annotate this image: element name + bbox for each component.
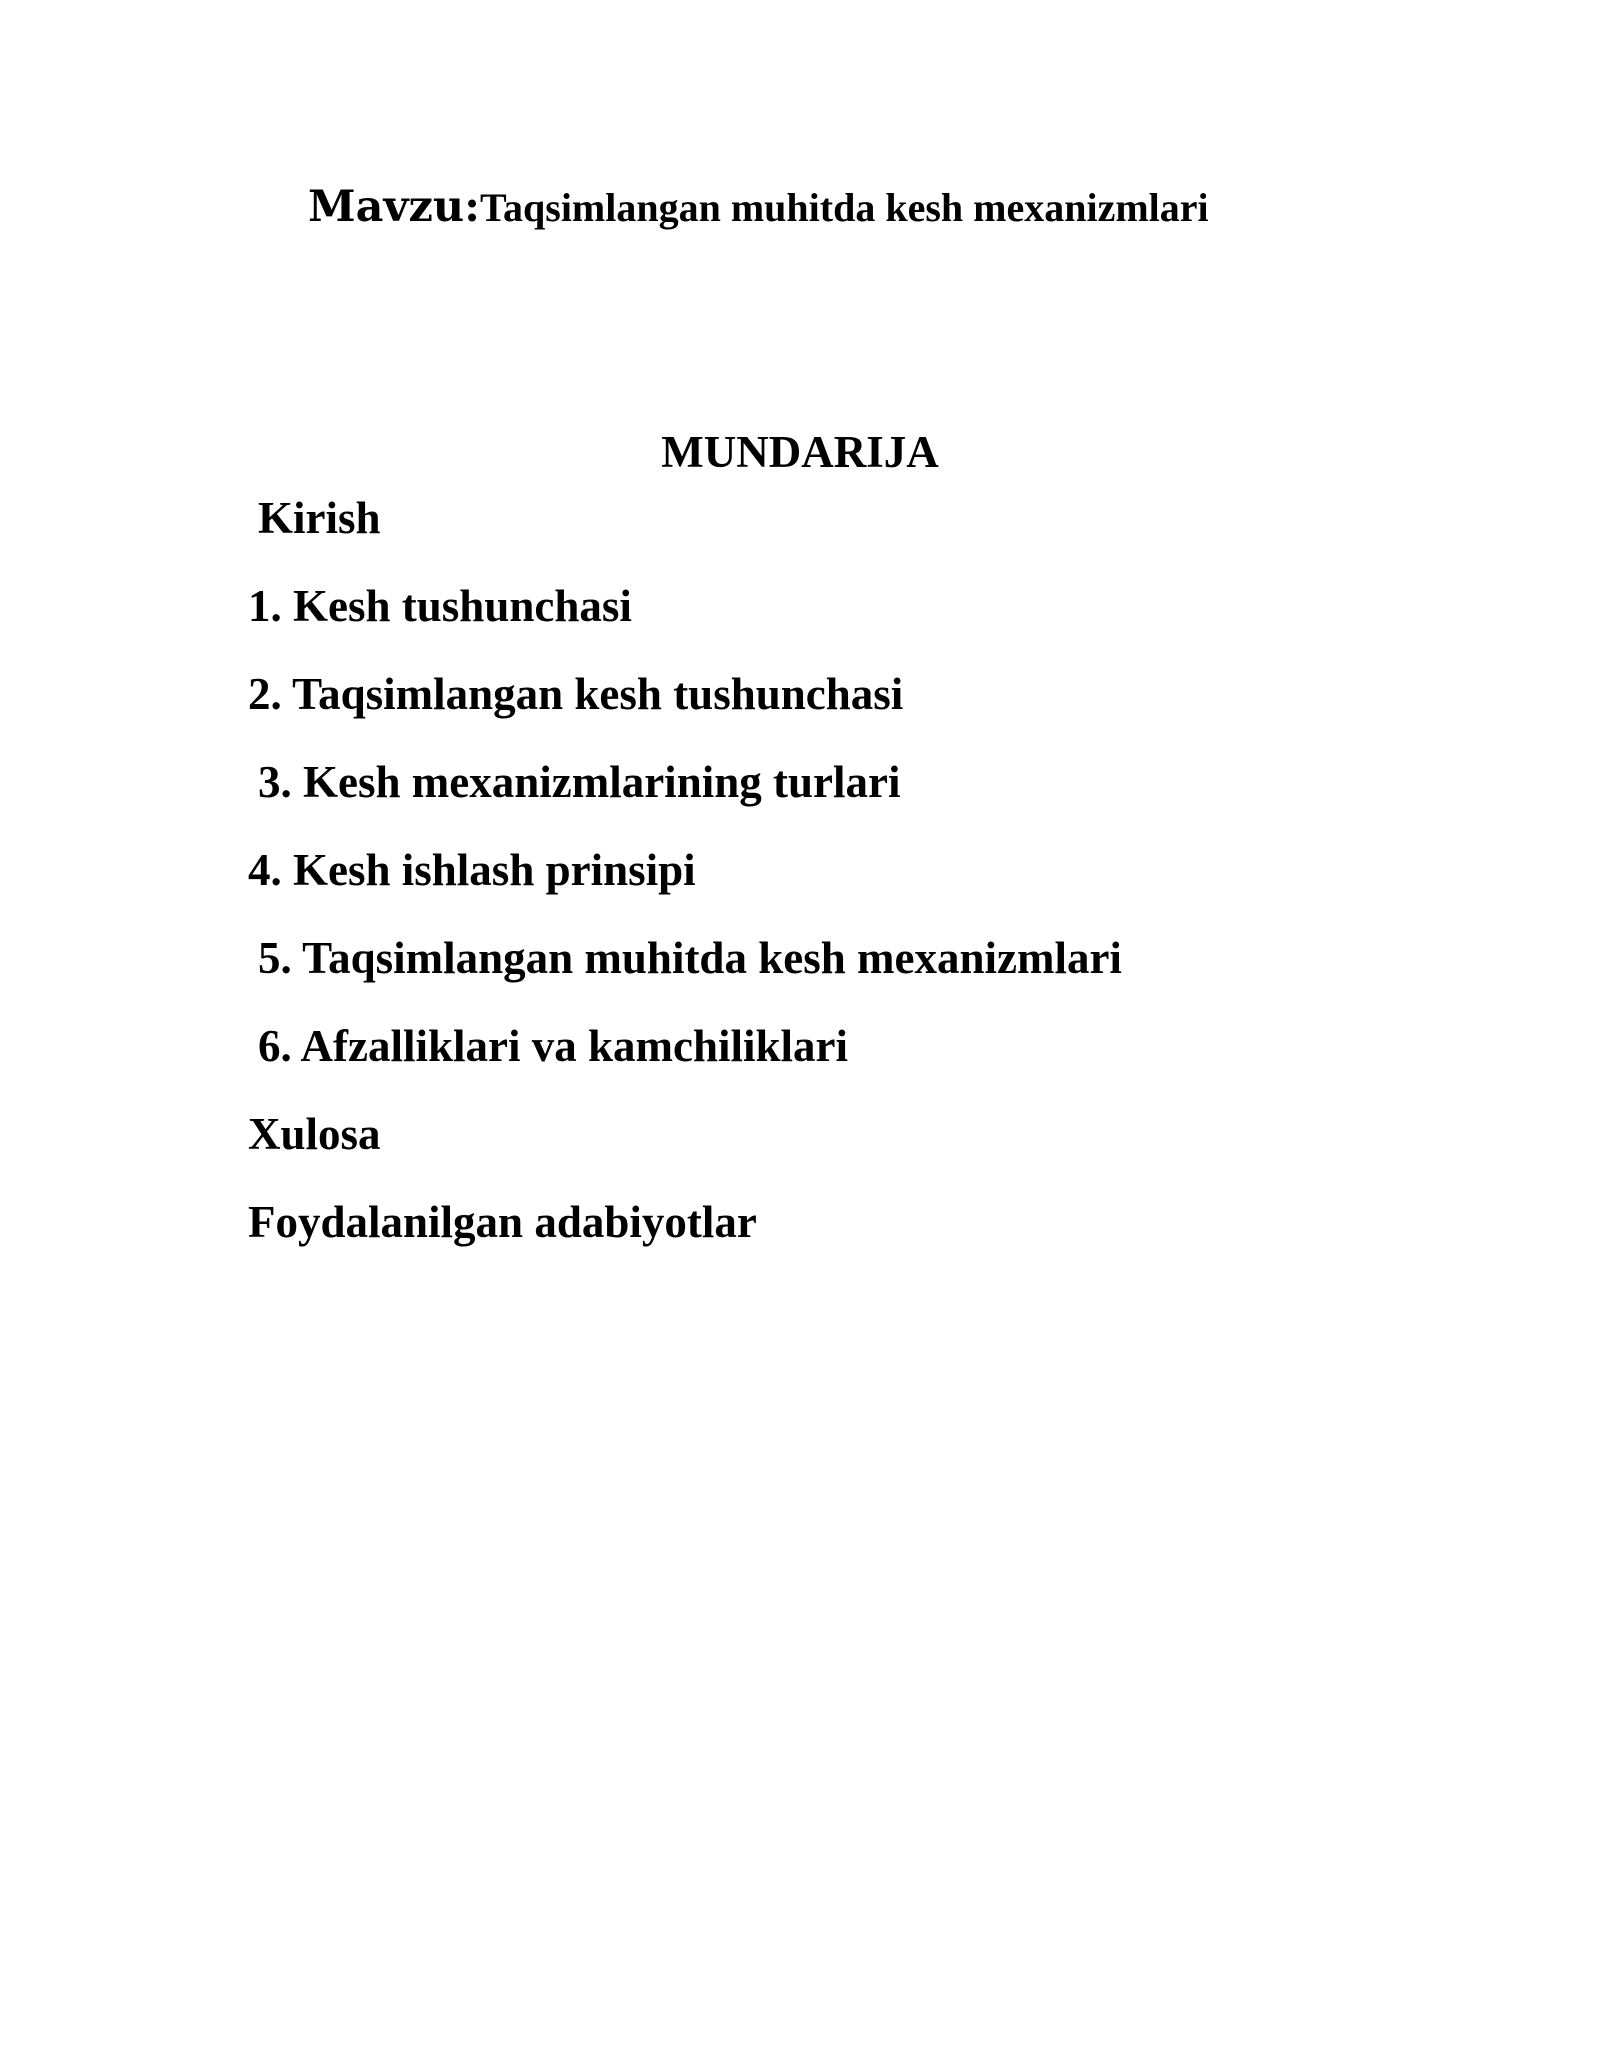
toc-item-references: Foydalanilgan adabiyotlar — [248, 1197, 757, 1247]
topic-title: Taqsimlangan muhitda kesh mexanizmlari — [480, 185, 1209, 230]
toc-item-3: 3. Kesh mexanizmlarining turlari — [258, 757, 901, 807]
toc-item-5: 5. Taqsimlangan muhitda kesh mexanizmlari — [258, 933, 1122, 983]
topic-line — [308, 182, 1209, 232]
topic-prefix: Mavzu: — [308, 182, 480, 232]
toc-item-1: 1. Kesh tushunchasi — [248, 581, 632, 631]
toc-item-introduction: Kirish — [258, 493, 381, 543]
toc-item-2: 2. Taqsimlangan kesh tushunchasi — [248, 669, 904, 719]
toc-item-6: 6. Afzalliklari va kamchiliklari — [258, 1021, 849, 1071]
toc-heading: MUNDARIJA — [661, 427, 939, 477]
toc-item-conclusion: Xulosa — [248, 1109, 381, 1159]
toc-item-4: 4. Kesh ishlash prinsipi — [248, 845, 696, 895]
